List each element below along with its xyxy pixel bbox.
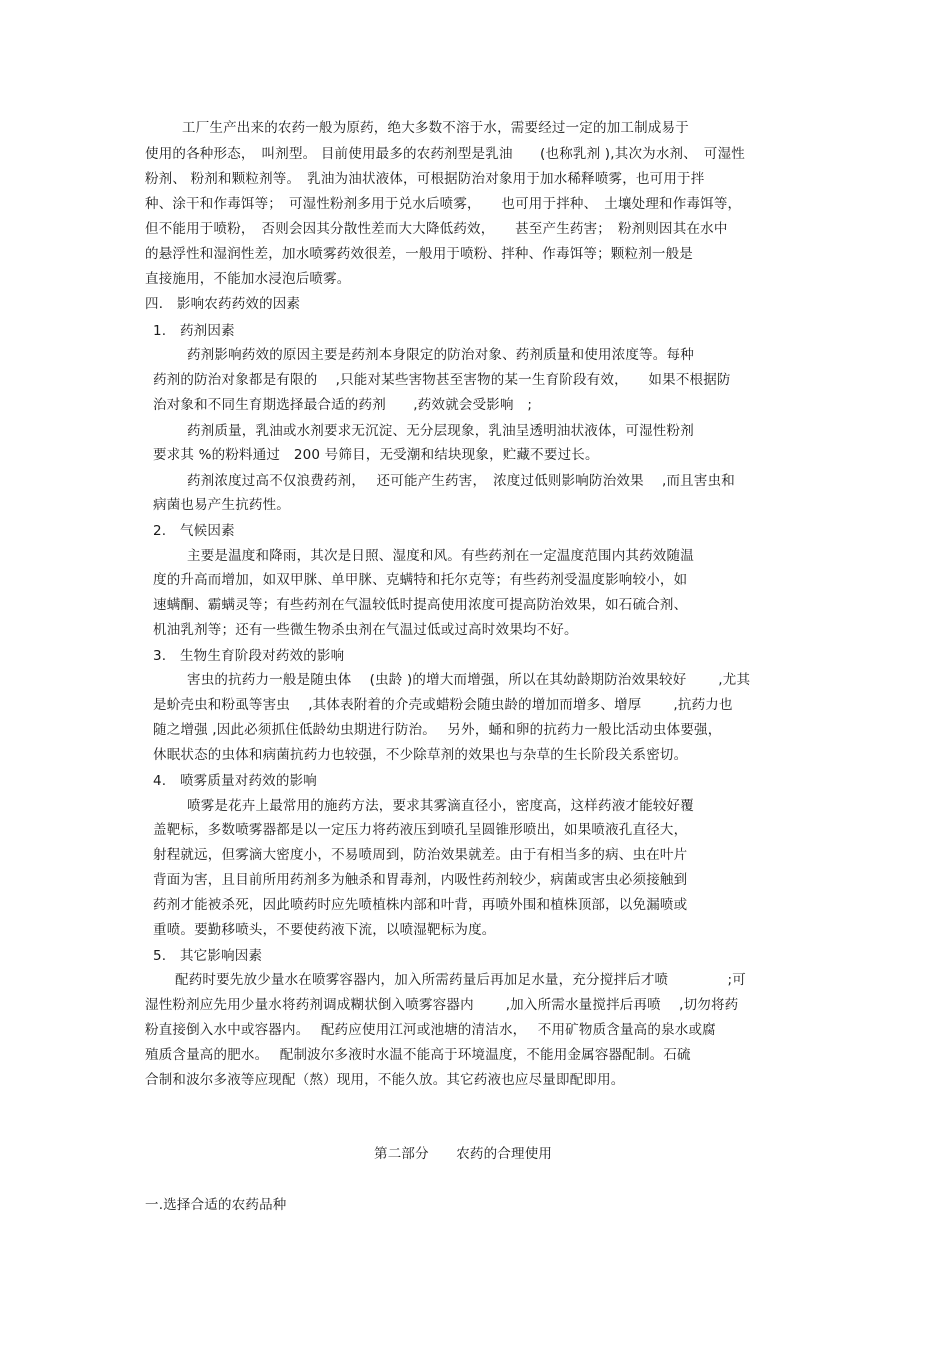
- item2-line-1: 主要是温度和降雨，其次是日照、湿度和风。有些药剂在一定温度范围内其药效随温: [187, 548, 694, 564]
- intro-line-7: 直接施用，不能加水浸泡后喷雾。: [145, 271, 351, 287]
- item5-line-4: 殖质含量高的肥水。 配制波尔多液时水温不能高于环境温度，不能用金属容器配制。石硫: [145, 1047, 691, 1063]
- item4-line-5: 药剂才能被杀死，因此喷药时应先喷植株内部和叶背，再喷外围和植株顶部，以免漏喷或: [153, 897, 688, 913]
- item4-line-3: 射程就远，但雾滴大密度小，不易喷周到，防治效果就差。由于有相当多的病、虫在叶片: [153, 847, 688, 863]
- item5-line-3: 粉直接倒入水中或容器内。 配药应使用江河或池塘的清洁水， 不用矿物质含量高的泉水或腐: [145, 1022, 716, 1038]
- item4-line-1: 喷雾是花卉上最常用的施药方法，要求其雾滴直径小，密度高，这样药液才能较好覆: [187, 798, 694, 814]
- item1-line-5: 要求其 %的粉料通过 200 号筛目，无受潮和结块现象，贮藏不要过长。: [153, 447, 599, 463]
- intro-line-1: 工厂生产出来的农药一般为原药，绝大多数不溶于水，需要经过一定的加工制成易于: [182, 120, 689, 136]
- intro-line-4: 种、涂干和作毒饵等； 可湿性粉剂多用于兑水后喷雾， 也可用于拌种、 土壤处理和作毒饵等，: [145, 196, 742, 212]
- item4-line-4: 背面为害，且目前所用药剂多为触杀和胃毒剂，内吸性药剂较少，病菌或害虫必须接触到: [153, 872, 688, 888]
- item-heading-3: 3. 生物生育阶段对药效的影响: [153, 648, 345, 664]
- item4-line-6: 重喷。要勤移喷头，不要使药液下流，以喷湿靶标为度。: [153, 922, 496, 938]
- item4-line-2: 盖靶标，多数喷雾器都是以一定压力将药液压到喷孔呈圆锥形喷出，如果喷液孔直径大，: [153, 822, 688, 838]
- item-heading-2: 2. 气候因素: [153, 523, 235, 539]
- item3-line-4: 休眠状态的虫体和病菌抗药力也较强，不少除草剂的效果也与杂草的生长阶段关系密切。: [153, 747, 688, 763]
- item5-line-1: 配药时要先放少量水在喷雾容器内，加入所需药量后再加足水量，充分搅拌后才喷 ;可: [175, 972, 746, 988]
- item1-line-1: 药剂影响药效的原因主要是药剂本身限定的防治对象、药剂质量和使用浓度等。每种: [187, 347, 694, 363]
- intro-line-3: 粉剂、 粉剂和颗粒剂等。 乳油为油状液体，可根据防治对象用于加水稀释喷雾，也可用于拌: [145, 171, 705, 187]
- item3-line-3: 随之增强 ,因此必须抓住低龄幼虫期进行防治。 另外，蛹和卵的抗药力一般比活动虫体要强，: [153, 722, 722, 738]
- section-heading: 四． 影响农药药效的因素: [145, 296, 301, 312]
- item1-line-2: 药剂的防治对象都是有限的 ,只能对某些害物甚至害物的某一生育阶段有效， 如果不根据防: [153, 372, 731, 388]
- item2-line-3: 速螨酮、霸螨灵等；有些药剂在气温较低时提高使用浓度可提高防治效果，如石硫合剂、: [153, 597, 688, 613]
- item2-line-4: 机油乳剂等；还有一些微生物杀虫剂在气温过低或过高时效果均不好。: [153, 622, 578, 638]
- item-heading-4: 4. 喷雾质量对药效的影响: [153, 773, 317, 789]
- item-heading-5: 5. 其它影响因素: [153, 948, 263, 964]
- item1-line-7: 病菌也易产生抗药性。: [153, 497, 290, 513]
- item1-line-4: 药剂质量，乳油或水剂要求无沉淀、无分层现象，乳油呈透明油状液体，可湿性粉剂: [187, 423, 694, 439]
- item3-line-1: 害虫的抗药力一般是随虫体 (虫龄 )的增大而增强，所以在其幼龄期防治效果较好 ,尤其: [187, 672, 751, 688]
- item-heading-1: 1. 药剂因素: [153, 323, 235, 339]
- item1-line-3: 治对象和不同生育期选择最合适的药剂 ,药效就会受影响 ;: [153, 397, 533, 413]
- item3-line-2: 是蚧壳虫和粉虱等害虫 ,其体表附着的介壳或蜡粉会随虫龄的增加而增多、增厚 ,抗药力也: [153, 697, 733, 713]
- intro-line-6: 的悬浮性和湿润性差，加水喷雾药效很差，一般用于喷粉、拌种、作毒饵等；颗粒剂一般是: [145, 246, 693, 262]
- part-heading: 第二部分 农药的合理使用: [374, 1146, 553, 1162]
- item5-line-5: 合制和波尔多液等应现配（熬）现用，不能久放。其它药液也应尽量即配即用。: [145, 1072, 625, 1088]
- item5-line-2: 湿性粉剂应先用少量水将药剂调成糊状倒入喷雾容器内 ,加入所需水量搅拌后再喷 ,切勿将药: [145, 997, 739, 1013]
- subsection-heading: 一.选择合适的农药品种: [145, 1197, 287, 1213]
- intro-line-2: 使用的各种形态， 叫剂型。 目前使用最多的农药剂型是乳油 (也称乳剂 ),其次为水剂、 可湿性: [145, 146, 746, 162]
- item2-line-2: 度的升高而增加，如双甲脒、单甲脒、克螨特和托尔克等；有些药剂受温度影响较小，如: [153, 572, 688, 588]
- item1-line-6: 药剂浓度过高不仅浪费药剂， 还可能产生药害， 浓度过低则影响防治效果 ,而且害虫和: [187, 473, 735, 489]
- intro-line-5: 但不能用于喷粉， 否则会因其分散性差而大大降低药效， 甚至产生药害； 粉剂则因其在水中: [145, 221, 728, 237]
